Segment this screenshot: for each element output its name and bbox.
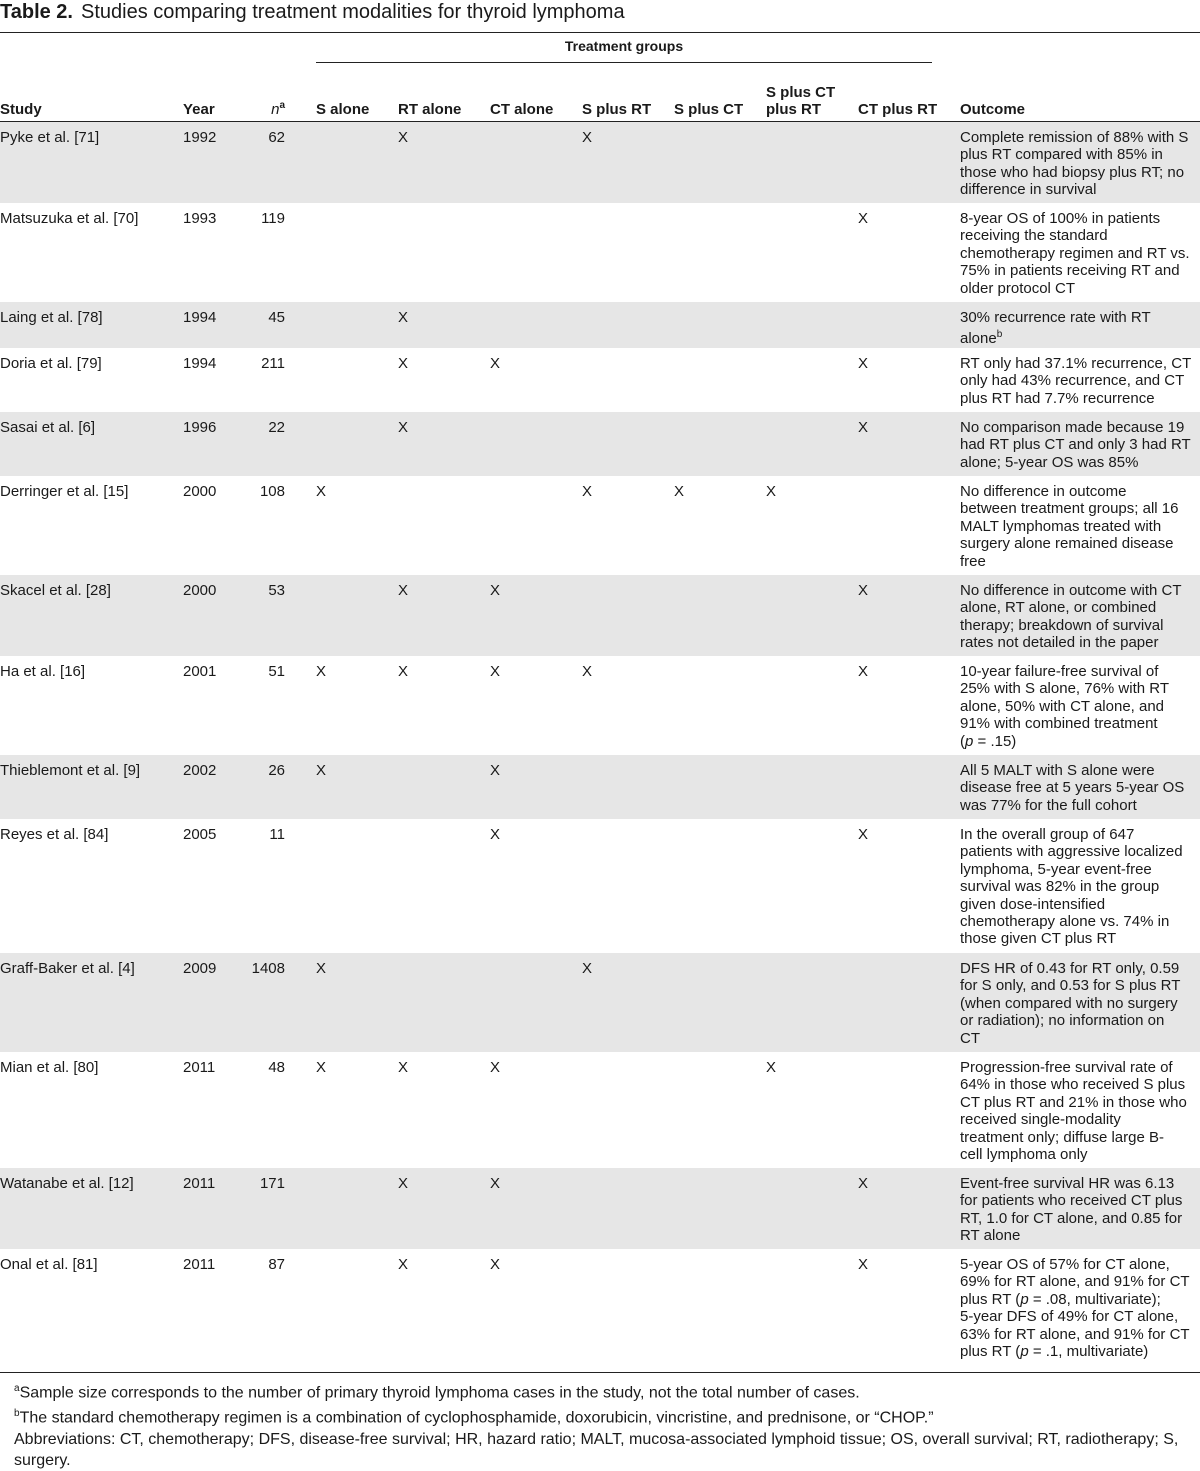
footnote-a-mark: a xyxy=(14,1383,20,1394)
column-header-s-alone: S alone xyxy=(316,101,370,118)
cell-mark-s-plus-ct: X xyxy=(674,483,685,500)
table-row xyxy=(0,1052,1200,1168)
cell-mark-ct-alone: X xyxy=(490,663,501,680)
cell-mark-ct-plus-rt: X xyxy=(858,582,869,599)
table-row xyxy=(0,302,1200,348)
cell-study: Mian et al. [80] xyxy=(0,1059,99,1076)
cell-year: 1993 xyxy=(183,210,217,227)
column-header-study: Study xyxy=(0,101,42,118)
bottom-rule xyxy=(0,1372,1200,1373)
cell-n: 53 xyxy=(268,582,285,599)
cell-n: 45 xyxy=(268,309,285,326)
cell-mark-rt-alone: X xyxy=(398,309,409,326)
cell-study: Reyes et al. [84] xyxy=(0,826,109,843)
cell-year: 2005 xyxy=(183,826,217,843)
cell-outcome: RT only had 37.1% recurrence, CT only had 43% recurrence, and CT plus RT had 7.7% recurrence xyxy=(960,355,1192,407)
cell-mark-rt-alone: X xyxy=(398,355,409,372)
cell-study: Thieblemont et al. [9] xyxy=(0,762,141,779)
cell-outcome: 5-year OS of 57% for CT alone, 69% for RT alone, and 91% for CT plus RT (p = .08, multivariate); 5-year DFS of 49% for CT alone, 63% for RT alone, and 91% for CT plus RT (p = .1, multivariate) xyxy=(960,1256,1190,1361)
table-row xyxy=(0,755,1200,819)
cell-year: 2000 xyxy=(183,483,217,500)
cell-year: 2011 xyxy=(183,1256,216,1273)
cell-mark-ct-alone: X xyxy=(490,1059,501,1076)
cell-mark-s-plus-rt: X xyxy=(582,483,593,500)
cell-outcome: Complete remission of 88% with S plus RT compared with 85% in those who had biopsy plus RT; no difference in survival xyxy=(960,129,1189,199)
cell-study: Doria et al. [79] xyxy=(0,355,102,372)
cell-mark-rt-alone: X xyxy=(398,1175,409,1192)
cell-mark-rt-alone: X xyxy=(398,1059,409,1076)
cell-study: Matsuzuka et al. [70] xyxy=(0,210,139,227)
cell-mark-s-alone: X xyxy=(316,663,327,680)
cell-mark-ct-plus-rt: X xyxy=(858,419,869,436)
cell-mark-ct-plus-rt: X xyxy=(858,1256,869,1273)
treatment-groups-header: Treatment groups xyxy=(564,38,684,54)
table-row xyxy=(0,1168,1200,1249)
cell-mark-s-alone: X xyxy=(316,1059,327,1076)
cell-year: 2011 xyxy=(183,1059,216,1076)
cell-n: 108 xyxy=(259,483,285,500)
cell-n: 211 xyxy=(261,355,285,372)
cell-n: 119 xyxy=(261,210,285,227)
cell-outcome: Progression-free survival rate of 64% in those who received S plus CT plus RT and 21% in those who received single-modality treatment only; diffuse large B- cell lymphoma only xyxy=(960,1059,1187,1164)
table-row xyxy=(0,122,1200,203)
cell-year: 2000 xyxy=(183,582,217,599)
cell-mark-s-plus-ct-plus-rt: X xyxy=(766,1059,777,1076)
cell-mark-s-alone: X xyxy=(316,762,327,779)
table-caption xyxy=(0,0,625,30)
cell-n: 48 xyxy=(268,1059,285,1076)
cell-year: 1994 xyxy=(183,355,217,372)
footnote-b-mark: b xyxy=(14,1408,20,1420)
cell-n: 171 xyxy=(259,1175,285,1192)
column-header-ct-alone: CT alone xyxy=(490,101,554,118)
cell-n: 26 xyxy=(268,762,285,779)
cell-mark-s-plus-rt: X xyxy=(582,960,593,977)
cell-outcome: DFS HR of 0.43 for RT only, 0.59 for S only, and 0.53 for S plus RT (when compared with no surgery or radiation); no information on CT xyxy=(960,960,1181,1047)
cell-mark-rt-alone: X xyxy=(398,129,409,146)
cell-outcome: No difference in outcome between treatment groups; all 16 MALT lymphomas treated with surgery alone remained disease free xyxy=(960,483,1179,570)
cell-n: 51 xyxy=(268,663,285,680)
column-header-s-plus-rt: S plus RT xyxy=(582,101,652,118)
column-header-rt-alone: RT alone xyxy=(398,101,462,118)
table-title: Studies comparing treatment modalities for thyroid lymphoma xyxy=(81,1,625,23)
top-rule xyxy=(0,32,1200,33)
cell-mark-s-plus-rt: X xyxy=(582,129,593,146)
cell-outcome: In the overall group of 647 patients with aggressive localized lymphoma, 5-year event-free survival was 82% in the group given dose-intensified chemotherapy alone vs. 74% in those given CT plus RT xyxy=(960,826,1183,948)
column-header-ct-plus-rt: CT plus RT xyxy=(858,101,938,118)
treatment-groups-rule xyxy=(316,62,932,63)
cell-mark-ct-plus-rt: X xyxy=(858,663,869,680)
column-header-n: $n^a$ xyxy=(271,100,285,118)
cell-mark-ct-alone: X xyxy=(490,355,501,372)
column-header-s-plus-ct-plus-rt: S plus CT plus RT xyxy=(766,84,836,118)
cell-mark-ct-plus-rt: X xyxy=(858,826,869,843)
cell-outcome: All 5 MALT with S alone were disease free at 5 years 5-year OS was 77% for the full cohort xyxy=(960,762,1185,814)
cell-outcome: 10-year failure-free survival of 25% with S alone, 76% with RT alone, 50% with CT alone, and 91% with combined treatment (p = .15) xyxy=(960,663,1169,750)
cell-n: 87 xyxy=(268,1256,285,1273)
cell-outcome: No difference in outcome with CT alone, RT alone, or combined therapy; breakdown of survival rates not detailed in the paper xyxy=(960,582,1182,652)
cell-mark-ct-plus-rt: X xyxy=(858,355,869,372)
cell-mark-ct-plus-rt: X xyxy=(858,1175,869,1192)
cell-n: 22 xyxy=(268,419,285,436)
cell-mark-ct-alone: X xyxy=(490,1175,501,1192)
table-row xyxy=(0,656,1200,755)
table-row xyxy=(0,1249,1200,1374)
column-header-year: Year xyxy=(183,101,215,118)
cell-study: Skacel et al. [28] xyxy=(0,582,111,599)
footnote-a xyxy=(14,1378,1194,1403)
cell-n: 11 xyxy=(269,826,285,843)
cell-mark-s-plus-ct-plus-rt: X xyxy=(766,483,777,500)
cell-year: 1992 xyxy=(183,129,217,146)
table-label: Table 2. xyxy=(0,1,73,23)
table-row xyxy=(0,819,1200,953)
cell-mark-s-alone: X xyxy=(316,483,327,500)
cell-year: 1996 xyxy=(183,419,217,436)
cell-study: Watanabe et al. [12] xyxy=(0,1175,134,1192)
cell-year: 2011 xyxy=(183,1175,216,1192)
cell-year: 1994 xyxy=(183,309,217,326)
table-row xyxy=(0,203,1200,302)
cell-year: 2001 xyxy=(183,663,217,680)
cell-study: Pyke et al. [71] xyxy=(0,129,100,146)
table-row xyxy=(0,953,1200,1052)
cell-mark-ct-alone: X xyxy=(490,1256,501,1273)
cell-year: 2009 xyxy=(183,960,217,977)
column-header-s-plus-ct: S plus CT xyxy=(674,101,744,118)
cell-study: Laing et al. [78] xyxy=(0,309,103,326)
cell-mark-ct-plus-rt: X xyxy=(858,210,869,227)
table-row xyxy=(0,412,1200,476)
cell-outcome: No comparison made because 19 had RT plus CT and only 3 had RT alone; 5-year OS was 85% xyxy=(960,419,1191,471)
footnotes xyxy=(14,1378,1194,1471)
cell-n: 62 xyxy=(268,129,285,146)
cell-mark-rt-alone: X xyxy=(398,582,409,599)
cell-mark-rt-alone: X xyxy=(398,419,409,436)
table-row xyxy=(0,476,1200,575)
cell-outcome: 8-year OS of 100% in patients receiving the standard chemotherapy regimen and RT vs. 75% in patients receiving RT and older protocol CT xyxy=(960,210,1190,297)
table-row xyxy=(0,348,1200,412)
footnote-b xyxy=(14,1403,1194,1428)
cell-mark-rt-alone: X xyxy=(398,663,409,680)
column-header-outcome: Outcome xyxy=(960,101,1026,118)
cell-outcome: Event-free survival HR was 6.13 for patients who received CT plus RT, 1.0 for CT alone, and 0.85 for RT alone xyxy=(960,1175,1183,1245)
cell-mark-ct-alone: X xyxy=(490,582,501,599)
cell-mark-ct-alone: X xyxy=(490,762,501,779)
cell-study: Graff-Baker et al. [4] xyxy=(0,960,135,977)
cell-n: 1408 xyxy=(251,960,285,977)
cell-mark-ct-alone: X xyxy=(490,826,501,843)
cell-mark-s-alone: X xyxy=(316,960,327,977)
footnote-a-text: Sample size corresponds to the number of primary thyroid lymphoma cases in the study, not the total number of cases. xyxy=(19,1384,860,1402)
cell-study: Derringer et al. [15] xyxy=(0,483,129,500)
table-row xyxy=(0,575,1200,656)
footnote-abbreviations: Abbreviations: CT, chemotherapy; DFS, disease-free survival; HR, hazard ratio; MALT, mucosa-associated lymphoid tissue; OS, overall survival; RT, radiotherapy; S, surgery. xyxy=(14,1430,1179,1469)
cell-study: Onal et al. [81] xyxy=(0,1256,98,1273)
footnote-b-text: The standard chemotherapy regimen is a combination of cyclophosphamide, doxorubicin, vincristine, and prednisone, or “CHOP.” xyxy=(19,1409,934,1427)
cell-mark-s-plus-rt: X xyxy=(582,663,593,680)
cell-study: Sasai et al. [6] xyxy=(0,419,96,436)
cell-mark-rt-alone: X xyxy=(398,1256,409,1273)
cell-study: Ha et al. [16] xyxy=(0,663,86,680)
cell-year: 2002 xyxy=(183,762,217,779)
cell-outcome: 30% recurrence rate with RT alone$^b$ xyxy=(960,309,1151,348)
